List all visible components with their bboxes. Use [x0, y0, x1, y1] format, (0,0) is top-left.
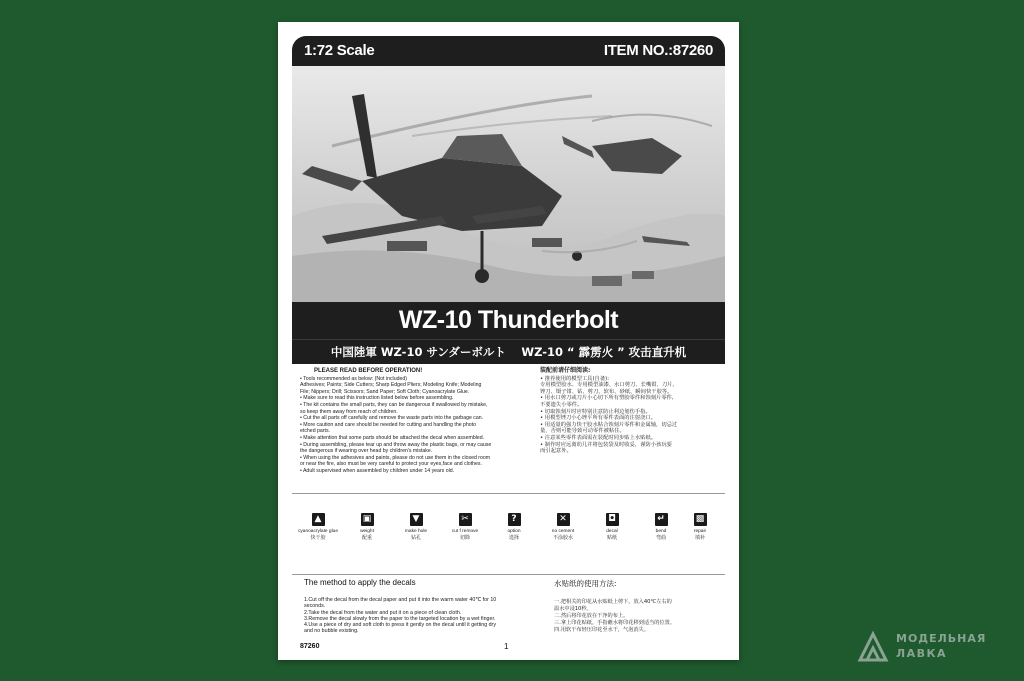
scale-label: 1:72 Scale — [304, 42, 375, 59]
weight-icon: ▣ — [361, 513, 374, 526]
legend-label-en: repair — [693, 529, 707, 534]
watermark-line1: МОДЕЛЬНАЯ — [896, 632, 987, 645]
store-watermark — [856, 628, 1016, 668]
decal-instructions — [292, 578, 725, 644]
legend-label-cn: 切除 — [459, 535, 470, 541]
legend-label-cn: 选择 — [508, 535, 519, 541]
page-number: 1 — [504, 642, 509, 651]
warning-heading-cn: 装配前请仔细阅读: — [540, 367, 591, 374]
decal-english — [304, 578, 544, 635]
warning-line: 而引起意外。 — [540, 448, 572, 455]
warning-line: • More caution and care should be needed for cutting and handling the photo — [300, 421, 477, 428]
decal-step: 三.拿上印花贴纸，手指蘸水将印花移到适当的位置。 — [554, 620, 675, 626]
box-art-illustration — [292, 66, 725, 302]
watermark-line2: ЛАВКА — [896, 647, 948, 660]
question-icon: ? — [508, 513, 521, 526]
warning-line: • 制作时应远离幼儿并将包装袋及时收妥，谨防小孩玩耍 — [540, 441, 672, 448]
warning-line: • 注意某些零件表面需在装配时同步贴上水贴纸。 — [540, 434, 657, 441]
product-title: WZ-10 Thunderbolt — [398, 306, 619, 334]
subtitle-bar — [292, 339, 725, 364]
item-number: ITEM NO.:87260 — [603, 42, 713, 59]
decal-step: 2.Take the decal from the water and put it on a piece of clean cloth. — [304, 609, 462, 616]
warning-line: Adhesives; Paints; Side Cutters; Sharp Edged Pliers; Modeling Knife; Modeling — [300, 382, 482, 389]
warning-line: • During assembling, please tear up and throw away the plastic bags, or may cause — [300, 441, 492, 448]
legend-item — [392, 513, 440, 541]
warning-line: the dangerous if wearing over head by children's mistake. — [300, 448, 433, 455]
legend-label-en: option — [507, 529, 521, 534]
decal-chinese — [554, 578, 724, 634]
legend-label-en: weight — [360, 529, 374, 534]
legend-item — [676, 513, 724, 541]
legend-label-en: cyanoacrylate glue — [298, 529, 338, 534]
decal-step: 一.把相关的印花从水贴纸上剪下，放入40℃左右的 — [554, 599, 672, 605]
no-cement-icon: ✕ — [557, 513, 570, 526]
warning-line: • 推荐使用的模型工具(自备): — [540, 375, 609, 382]
legend-label-en: no cement — [551, 529, 575, 534]
legend-label-cn: 配重 — [361, 535, 372, 541]
warning-line: • 用模型锉刀小心锉平所有零件表面的注射浇口。 — [540, 415, 657, 422]
decal-heading-en: The method to apply the decals — [304, 578, 416, 587]
repair-icon: ▩ — [694, 513, 707, 526]
instruction-sheet — [278, 22, 739, 660]
decal-step: seconds. — [304, 603, 326, 610]
warning-heading-en: PLEASE READ BEFORE OPERATION! — [314, 368, 423, 374]
warning-line: • Make attention that some parts should be attached the decal when assembled. — [300, 434, 485, 441]
legend-label-en: make hole — [404, 529, 428, 534]
legend-item — [588, 513, 636, 541]
footer-item-number: 87260 — [300, 643, 320, 650]
title-bar — [292, 302, 725, 339]
decal-step: 二.然后将印花放在干净的布上。 — [554, 613, 629, 619]
decal-step: and no bubble existing. — [304, 628, 359, 635]
legend-label-cn: 填补 — [694, 535, 705, 541]
warning-line: • Cut the all parts off carefully and remove the waste parts into the garbage can. — [300, 415, 484, 422]
warning-line: • Adult supervised when assembled by children under 14 years old. — [300, 467, 455, 474]
decal-step: 1.Cut off the decal from the decal paper and put it into the warm water 40℃ for 10 — [304, 597, 497, 603]
helicopter-artwork — [292, 66, 725, 302]
legend-item — [490, 513, 538, 541]
decal-heading-cn: 水贴纸的使用方法: — [554, 579, 617, 588]
decal-step: 四.用软干布轻压印花至水干，气泡消失。 — [554, 627, 650, 633]
warning-line: • The kit contains the small parts, they can be dangerous if swallowed by mistake, — [300, 401, 488, 408]
legend-label-cn: 弯曲 — [655, 535, 666, 541]
decal-icon: ◘ — [606, 513, 619, 526]
warning-line: or near the fire, also must be very careful to protect your eyes,face and clothes. — [300, 461, 482, 468]
warning-english — [300, 368, 505, 475]
warning-line: 量，否则可能导致可动零件被粘住。 — [540, 428, 625, 435]
legend-label-en: bend — [655, 529, 667, 534]
product-subtitle: 中国陸軍 WZ-10 サンダーボルト WZ-10 “ 霹雳火 ” 攻击直升机 — [330, 345, 687, 359]
warning-line: so keep them away from reach of children. — [300, 408, 398, 415]
drill-icon: ▼ — [410, 513, 423, 526]
warning-line: 不要遗失小零件。 — [540, 401, 583, 408]
warning-line: File; Nippers; Drill; Scissors; Sand Paper; Soft Cloth; Cyanoacrylate Glue. — [300, 388, 470, 395]
legend-label-cn: 快干胶 — [310, 535, 326, 541]
decal-step: 4.Use a piece of dry and soft cloth to press it gently on the decal until it getting dry — [304, 622, 496, 629]
warning-line: • When using the adhesives and paints, please do not use them in the closed room — [300, 454, 491, 461]
warning-line: 专用模型胶水、专用模型油漆、水口剪刀、长嘴钳、刀片、 — [540, 382, 678, 389]
legend-label-en: cut f remove — [451, 529, 479, 534]
safety-instructions — [292, 368, 725, 494]
legend-item — [539, 513, 587, 541]
bend-icon: ↵ — [655, 513, 668, 526]
legend-item — [441, 513, 489, 541]
decal-step: 温水中浸10秒。 — [554, 606, 592, 612]
legend-item — [343, 513, 391, 541]
glue-icon: ▲ — [312, 513, 325, 526]
decal-step: 3.Remove the decal slowly from the paper to the targeted location by a wet finger. — [304, 615, 496, 622]
symbol-legend — [292, 505, 725, 575]
legend-label-cn: 钻孔 — [410, 535, 421, 541]
warning-line: 锉刀、镊子钳、钻、剪刀、软布、砂纸、瞬间快干胶等。 — [540, 388, 673, 395]
warning-chinese — [540, 368, 720, 455]
warning-line: • 用适量的强力快干胶水粘合蚀刻片零件和金属轴，切忌过 — [540, 421, 678, 428]
legend-label-cn: 贴纸 — [606, 535, 617, 541]
sheet-header — [292, 36, 725, 66]
warning-line: • Make sure to read this instruction listed below before assembling. — [300, 395, 454, 402]
legend-label-en: decal — [606, 529, 618, 534]
warning-line: • Tools recommended as below: (Not included) — [300, 375, 407, 382]
warning-line: • 切取蚀刻片时应特别注意防止利边划伤手指。 — [540, 408, 651, 415]
warning-line: • 用水口剪刀或刀片小心切下所有塑胶零件和蚀刻片零件, — [540, 395, 674, 402]
legend-item — [294, 513, 342, 541]
cut-icon: ✂ — [459, 513, 472, 526]
store-logo-icon — [856, 630, 890, 664]
warning-line: etched parts. — [300, 428, 330, 435]
legend-label-cn: 不涂胶水 — [552, 535, 573, 541]
